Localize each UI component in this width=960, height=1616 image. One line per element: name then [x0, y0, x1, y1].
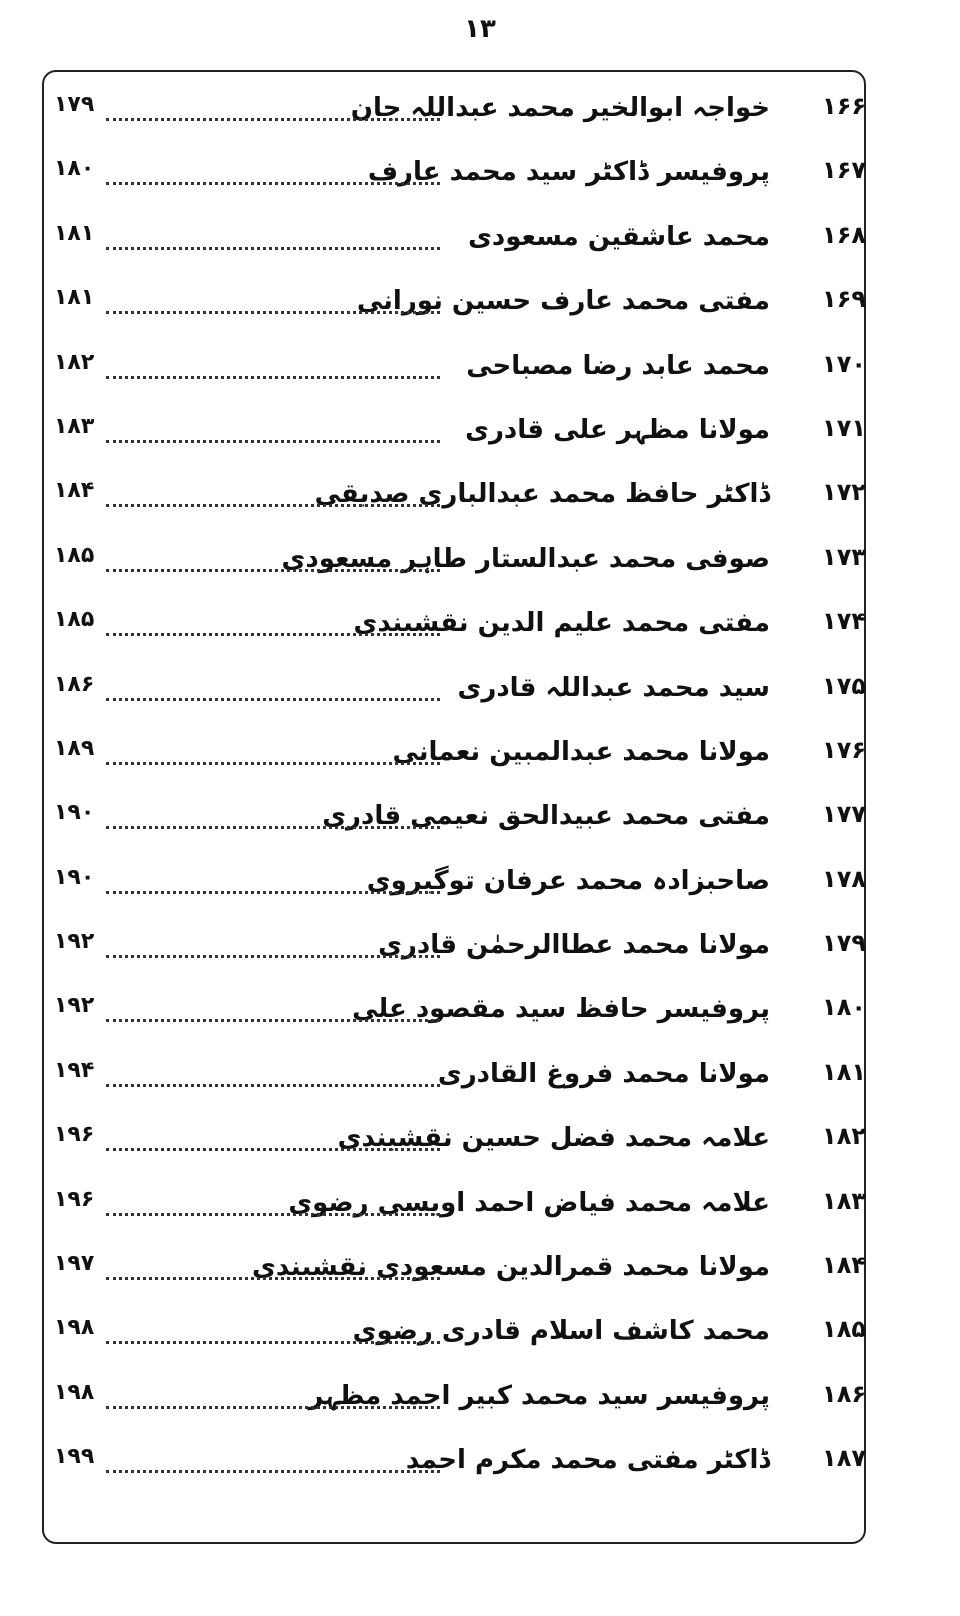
entry-title: خواجہ ابوالخیر محمد عبداللہ جان [350, 93, 770, 123]
entry-page-number: ۱۹۶ [54, 1186, 95, 1212]
toc-row[interactable] [54, 1112, 866, 1176]
entry-title: صوفی محمد عبدالستار طاہر مسعودی [281, 543, 770, 574]
entry-number: ۱۸۳ [822, 1186, 866, 1215]
entry-page-number: ۱۹۸ [54, 1379, 95, 1405]
entry-number: ۱۸۷ [822, 1444, 866, 1473]
dot-leader [106, 698, 440, 701]
entry-page-number: ۱۸۰ [54, 156, 95, 182]
entry-page-number: ۱۸۹ [54, 735, 95, 761]
entry-page-number: ۱۸۲ [54, 349, 95, 375]
dot-leader [106, 376, 440, 379]
toc-row[interactable] [54, 1177, 866, 1241]
dot-leader [106, 1148, 440, 1151]
entry-page-number: ۱۸۱ [54, 220, 95, 246]
toc-row[interactable] [54, 983, 866, 1047]
dot-leader [106, 440, 440, 443]
entry-number: ۱۷۲ [822, 478, 866, 507]
entry-number: ۱۷۳ [822, 542, 866, 571]
entry-page-number: ۱۸۴ [54, 478, 95, 504]
dot-leader [106, 311, 440, 314]
toc-row[interactable] [54, 82, 866, 146]
toc-row[interactable] [54, 1241, 866, 1305]
entry-number: ۱۶۷ [822, 156, 866, 185]
entry-page-number: ۱۹۲ [54, 993, 95, 1019]
entry-number: ۱۷۵ [822, 671, 866, 700]
toc-row[interactable] [54, 211, 866, 275]
dot-leader [106, 762, 440, 765]
entry-title: مفتی محمد عبیدالحق نعیمی قادری [322, 801, 770, 832]
entry-title: پروفیسر سید محمد کبیر احمد مظہر [308, 1380, 770, 1411]
entry-number: ۱۶۶ [822, 92, 866, 120]
dot-leader [106, 955, 440, 958]
entry-title: علامہ محمد فضل حسین نقشبندی [337, 1123, 770, 1154]
dot-leader [106, 1213, 440, 1216]
toc-row[interactable] [54, 1370, 866, 1434]
entry-page-number: ۱۸۳ [54, 413, 95, 439]
entry-number: ۱۸۶ [822, 1379, 866, 1408]
toc-row[interactable] [54, 146, 866, 210]
dot-leader [106, 182, 440, 185]
dot-leader [106, 633, 440, 636]
entry-number: ۱۷۶ [822, 735, 866, 764]
entry-number: ۱۸۱ [822, 1057, 866, 1086]
entry-number: ۱۷۰ [822, 349, 866, 378]
entry-number: ۱۷۷ [822, 800, 866, 829]
entry-title: محمد کاشف اسلام قادری رضوی [352, 1316, 770, 1347]
entry-number: ۱۸۴ [822, 1251, 866, 1280]
entry-title: صاحبزادہ محمد عرفان توگیروی [366, 865, 770, 896]
entry-title: مولانا محمد فروغ القادری [437, 1058, 770, 1089]
toc-row[interactable] [54, 726, 866, 790]
dot-leader [106, 826, 440, 829]
entry-page-number: ۱۸۵ [54, 542, 95, 568]
entry-number: ۱۷۸ [822, 864, 866, 893]
dot-leader [106, 247, 440, 250]
entry-title: مفتی محمد علیم الدین نقشبندی [353, 608, 770, 639]
entry-page-number: ۱۹۸ [54, 1315, 95, 1341]
entry-page-number: ۱۸۶ [54, 671, 95, 697]
entry-title: مولانا محمد عطاالرحمٰن قادری [378, 930, 770, 961]
toc-row[interactable] [54, 597, 866, 661]
dot-leader [106, 504, 440, 507]
table-of-contents [54, 82, 866, 1499]
toc-row[interactable] [54, 1434, 866, 1498]
toc-row[interactable] [54, 275, 866, 339]
toc-row[interactable] [54, 919, 866, 983]
toc-row[interactable] [54, 340, 866, 404]
entry-page-number: ۱۹۷ [54, 1251, 95, 1277]
page-number: ۱۳ [464, 14, 496, 44]
entry-title: مفتی محمد عارف حسین نورانی [356, 286, 770, 317]
toc-row[interactable] [54, 468, 866, 532]
dot-leader [106, 1470, 440, 1473]
dot-leader [106, 569, 440, 572]
toc-row[interactable] [54, 662, 866, 726]
entry-number: ۱۶۹ [822, 285, 866, 314]
dot-leader [106, 118, 440, 121]
entry-title: مولانا محمد قمرالدین مسعودی نقشبندی [252, 1252, 770, 1283]
entry-title: سید محمد عبداللہ قادری [457, 672, 770, 703]
entry-title: پروفیسر ڈاکٹر سید محمد عارف [367, 157, 770, 188]
entry-title: ڈاکٹر حافظ محمد عبدالباری صدیقی [314, 479, 770, 510]
entry-title: پروفیسر حافظ سید مقصود علی [352, 994, 770, 1025]
entry-title: محمد عابد رضا مصباحی [466, 350, 770, 381]
entry-page-number: ۱۹۴ [54, 1057, 95, 1083]
entry-title: مولانا مظہر علی قادری [465, 414, 770, 445]
toc-row[interactable] [54, 533, 866, 597]
entry-number: ۱۷۴ [822, 607, 866, 636]
entry-number: ۱۸۰ [822, 993, 866, 1022]
entry-number: ۱۷۱ [822, 413, 866, 442]
entry-number: ۱۷۹ [822, 929, 866, 958]
entry-page-number: ۱۷۹ [54, 92, 95, 117]
dot-leader [106, 1406, 440, 1409]
entry-number: ۱۸۵ [822, 1315, 866, 1344]
entry-number: ۱۸۲ [822, 1122, 866, 1151]
toc-row[interactable] [54, 1048, 866, 1112]
dot-leader [106, 1084, 440, 1087]
entry-page-number: ۱۹۰ [54, 864, 95, 890]
entry-title: علامہ محمد فیاض احمد اویسی رضوی [288, 1187, 770, 1218]
entry-page-number: ۱۸۵ [54, 607, 95, 633]
toc-row[interactable] [54, 790, 866, 854]
entry-page-number: ۱۹۲ [54, 929, 95, 955]
dot-leader [106, 1341, 440, 1344]
toc-row[interactable] [54, 404, 866, 468]
entry-page-number: ۱۹۰ [54, 800, 95, 826]
toc-row[interactable] [54, 855, 866, 919]
dot-leader [106, 891, 440, 894]
entry-title: محمد عاشقین مسعودی [468, 221, 770, 252]
entry-number: ۱۶۸ [822, 220, 866, 249]
dot-leader [106, 1019, 440, 1022]
entry-title: ڈاکٹر مفتی محمد مکرم احمد [405, 1445, 770, 1476]
entry-page-number: ۱۹۹ [54, 1444, 95, 1470]
entry-page-number: ۱۸۱ [54, 285, 95, 311]
toc-row[interactable] [54, 1305, 866, 1369]
entry-title: مولانا محمد عبدالمبین نعمانی [392, 736, 770, 767]
dot-leader [106, 1277, 440, 1280]
entry-page-number: ۱۹۶ [54, 1122, 95, 1148]
